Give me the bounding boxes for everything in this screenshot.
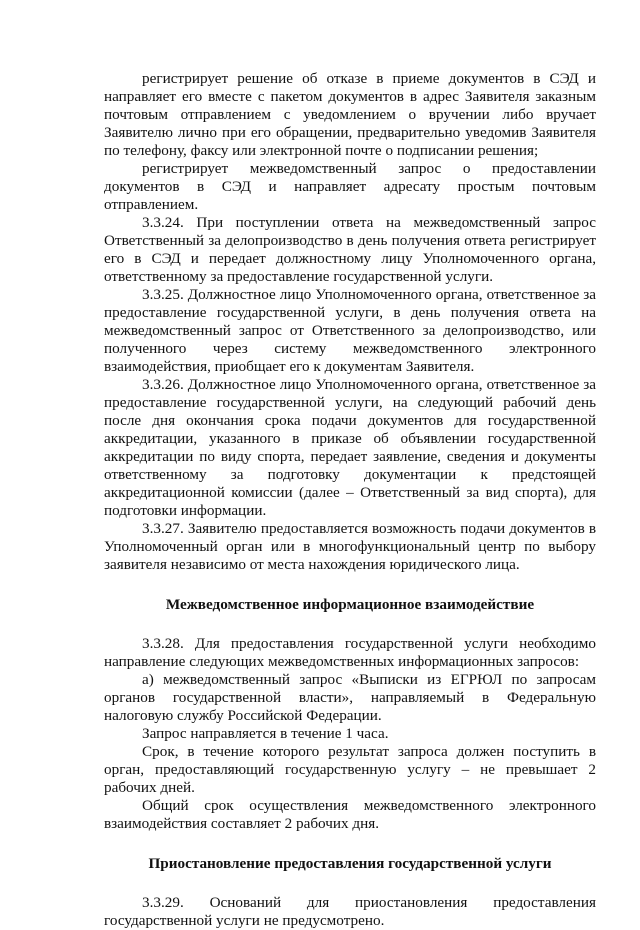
paragraph-response-deadline: Срок, в течение которого результат запроса должен поступить в орган, предоставляющий государственную услугу – не превышает 2 рабочих дней. (104, 743, 596, 796)
section-heading-interagency: Межведомственное информационное взаимодействие (165, 596, 535, 613)
section-heading-suspension: Приостановление предоставления государственной услуги (148, 855, 552, 872)
paragraph-3-3-24: 3.3.24. При поступлении ответа на межведомственный запрос Ответственный за делопроизводство в день получения ответа регистрирует его в СЭД и передает должностному лицу Уполномоченного органа, ответственному за предоставление государственной услуги. (104, 214, 596, 285)
paragraph-3-3-25: 3.3.25. Должностное лицо Уполномоченного органа, ответственное за предоставление государственной услуги, в день получения ответа на межведомственный запрос от Ответственного за делопроизводство, или полученного через систему межведомственного электронного взаимодействия, приобщает его к документам Заявителя. (104, 286, 596, 375)
paragraph-3-3-28: 3.3.28. Для предоставления государственной услуги необходимо направление следующих межведомственных информационных запросов: (104, 635, 596, 670)
document-body (104, 70, 596, 930)
paragraph-total-duration: Общий срок осуществления межведомственного электронного взаимодействия составляет 2 рабочих дня. (104, 797, 596, 832)
paragraph-3-3-27: 3.3.27. Заявителю предоставляется возможность подачи документов в Уполномоченный орган или в многофункциональный центр по выбору заявителя независимо от места нахождения юридического лица. (104, 520, 596, 573)
paragraph-3-3-29: 3.3.29. Оснований для приостановления предоставления государственной услуги не предусмотрено. (104, 894, 596, 929)
paragraph-request-a: а) межведомственный запрос «Выписки из ЕГРЮЛ по запросам органов государственной власти», направляемый в Федеральную налоговую службу Российской Федерации. (104, 671, 596, 724)
paragraph-refusal-registration: регистрирует решение об отказе в приеме документов в СЭД и направляет его вместе с пакетом документов в адрес Заявителя заказным почтовым отправлением с уведомлением о вручении либо вручает Заявителю лично при его обращении, предварительно уведомив Заявителя по телефону, факсу или электронной почте о подписании решения; (104, 70, 596, 159)
paragraph-request-timing: Запрос направляется в течение 1 часа. (142, 725, 389, 742)
paragraph-request-registration: регистрирует межведомственный запрос о предоставлении документов в СЭД и направляет адресату простым почтовым отправлением. (104, 160, 596, 213)
paragraph-3-3-26: 3.3.26. Должностное лицо Уполномоченного органа, ответственное за предоставление государственной услуги, на следующий рабочий день после дня окончания срока подачи документов для государственной аккредитации, указанного в приказе об объявлении государственной аккредитации по виду спорта, передает заявление, сведения и документы ответственному за подготовку документации к предстоящей аккредитационной комиссии (далее – Ответственный за вид спорта), для подготовки информации. (104, 376, 596, 519)
